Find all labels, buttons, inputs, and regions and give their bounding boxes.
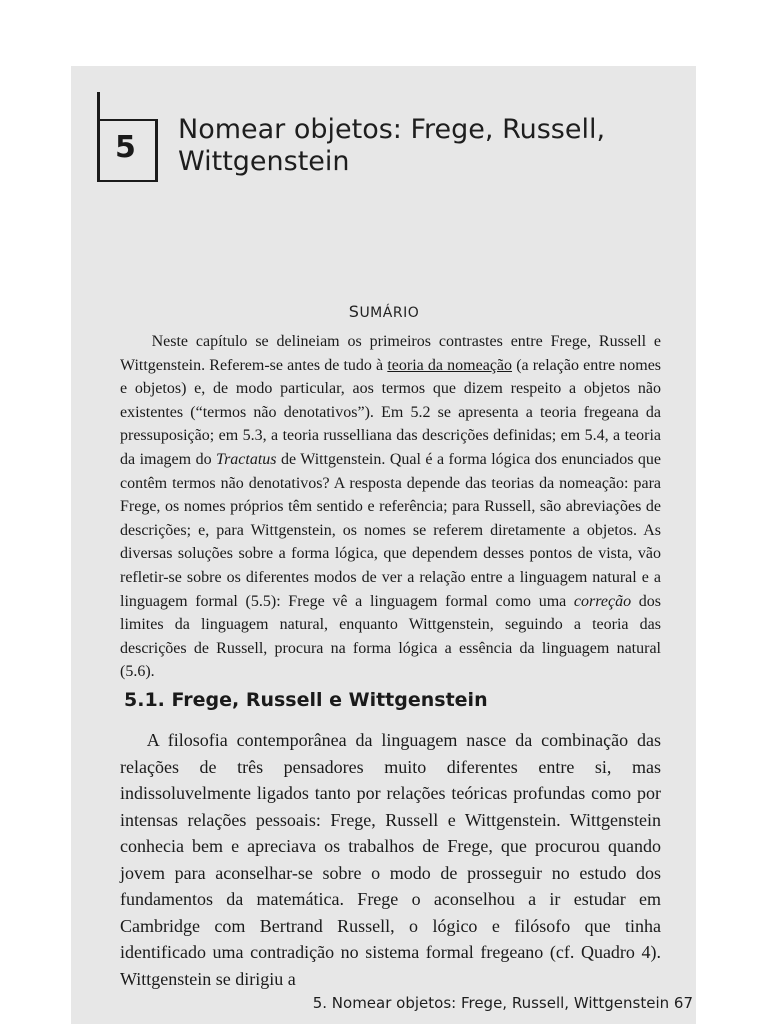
box-top-rule — [100, 119, 158, 121]
box-side-rule — [155, 119, 158, 182]
body-paragraph — [120, 727, 661, 992]
summary-text-4: dos limites da linguagem natural, enquanto Wittgenstein, seguindo a teoria das descrições de Russell, procura na forma lógica a essência da linguagem natural (5.6). — [120, 592, 661, 681]
box-bottom-rule — [100, 180, 158, 182]
summary-paragraph — [120, 330, 661, 684]
chapter-title — [178, 114, 678, 178]
summary-heading — [0, 302, 768, 321]
summary-italic-tractatus: Tractatus — [216, 450, 277, 468]
summary-heading-initial: S — [348, 302, 360, 321]
summary-text-2: (a relação entre nomes e objetos) e, de modo particular, aos termos que dizem respeito a objetos não existentes (“termos não denotativos”). Em 5.2 se apresenta a teoria fregeana da pressuposição; em 5.3, a teoria russelliana das descrições definidas; em 5.4, a teoria da imagem do — [120, 356, 662, 468]
page-number: 67 — [673, 994, 693, 1012]
summary-text-3: de Wittgenstein. Qual é a forma lógica dos enunciados que contêm termos não denotativos? A resposta depende das teorias da nomeação: para Frege, os nomes próprios têm sentido e referência; para Russell, são abreviações de descrições; e, para Wittgenstein, os nomes se referem diretamente a objetos. As diversas soluções sobre a forma lógica, que dependem desses pontos de vista, vão refletir-se sobre os diferentes modos de ver a relação entre a linguagem natural e a linguagem formal (5.5): Frege vê a linguagem formal como uma — [120, 450, 662, 610]
summary-text-1: Neste capítulo se delineiam os primeiros contrastes entre Frege, Russell e Wittgenstein. Referem-se antes de tudo à — [120, 333, 661, 374]
chapter-number: 5 — [115, 130, 136, 165]
section-heading: 5.1. Frege, Russell e Wittgenstein — [124, 689, 488, 711]
summary-italic-correcao: correção — [573, 592, 632, 610]
chapter-title-line1: Nomear objetos: Frege, Russell, — [178, 114, 606, 145]
page-footer — [313, 994, 693, 1012]
summary-heading-rest: UMÁRIO — [359, 305, 420, 321]
running-title: 5. Nomear objetos: Frege, Russell, Wittgenstein — [312, 994, 670, 1012]
chapter-title-line2: Wittgenstein — [178, 146, 350, 177]
summary-underlined-term: teoria da nomeação — [387, 356, 513, 374]
body-paragraph-text: A filosofia contemporânea da linguagem nasce da combinação das relações de três pensadores muito diferentes entre si, mas indissoluvelmente ligados tanto por relações teóricas profundas como por intensas relações pessoais: Frege, Russell e Wittgenstein. Wittgenstein conhecia bem e apreciava os trabalhos de Frege, que procurou quando jovem para aconselhar-se sobre o modo de prosseguir no estudo dos fundamentos da matemática. Frege o aconselhou a ir estudar em Cambridge com Bertrand Russell, o lógico e filósofo que tinha identificado uma contradição no sistema formal fregeano (cf. Quadro 4). Wittgenstein se dirigiu a — [120, 730, 661, 989]
